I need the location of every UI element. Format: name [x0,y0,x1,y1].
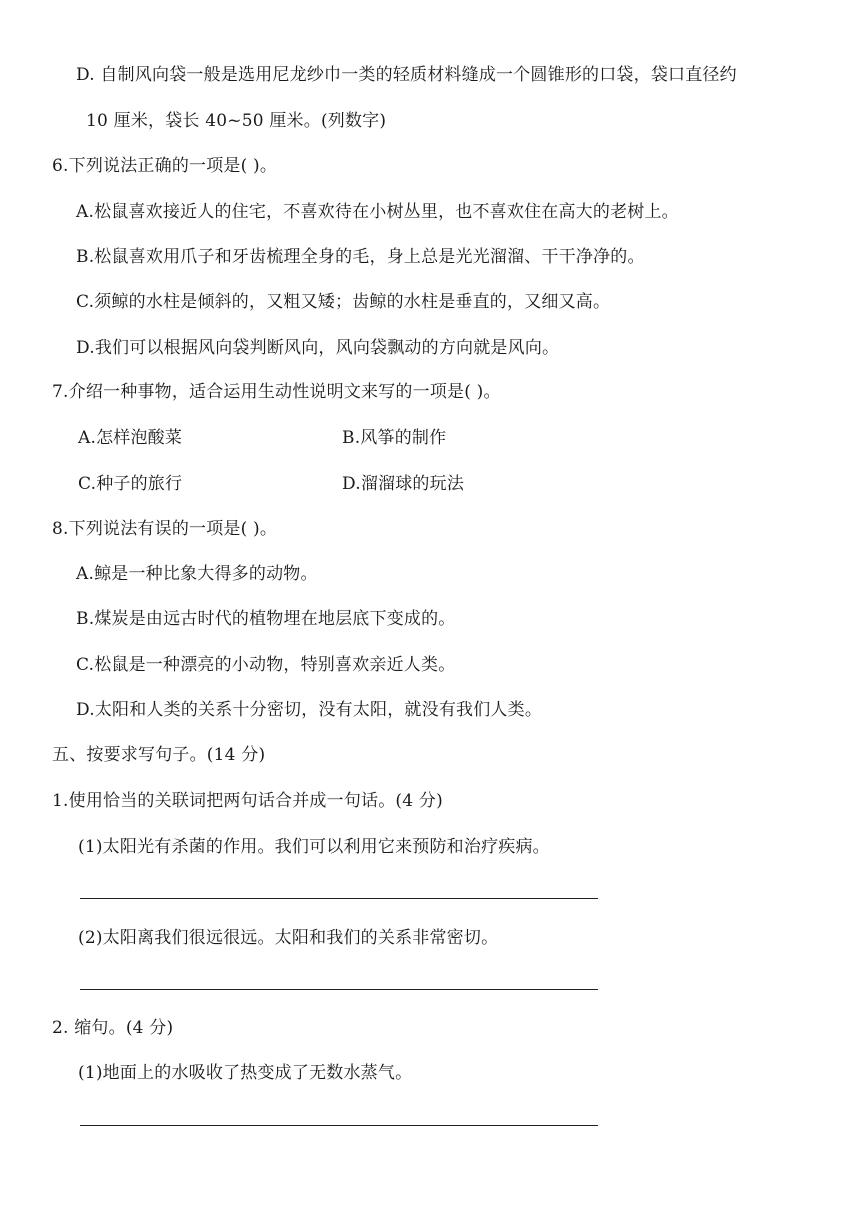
q8-option-d: D.太阳和人类的关系十分密切，没有太阳，就没有我们人类。 [76,700,543,720]
q8-stem: 8.下列说法有误的一项是( )。 [52,519,278,539]
section5-heading: 五、按要求写句子。(14 分) [52,745,266,765]
q7-option-d: D.溜溜球的玩法 [342,474,465,494]
q6-option-c: C.须鲸的水柱是倾斜的，又粗又矮；齿鲸的水柱是垂直的，又细又高。 [76,292,611,312]
section5-q2-item1: (1)地面上的水吸收了热变成了无数水蒸气。 [78,1063,413,1083]
q6-stem: 6.下列说法正确的一项是( )。 [52,156,278,176]
answer-line[interactable] [80,898,598,899]
q7-option-b: B.风筝的制作 [342,428,447,448]
section5-q1-item2: (2)太阳离我们很远很远。太阳和我们的关系非常密切。 [78,928,499,948]
q5-option-d-line2: 10 厘米，袋长 40~50 厘米。(列数字) [86,111,387,131]
q8-option-c: C.松鼠是一种漂亮的小动物，特别喜欢亲近人类。 [76,655,456,675]
q8-option-a: A.鲸是一种比象大得多的动物。 [76,564,318,584]
answer-line[interactable] [80,1125,598,1126]
q6-option-a: A.松鼠喜欢接近人的住宅，不喜欢待在小树丛里，也不喜欢住在高大的老树上。 [76,202,679,222]
q7-stem: 7.介绍一种事物，适合运用生动性说明文来写的一项是( )。 [52,382,501,402]
q7-option-a: A.怎样泡酸菜 [78,428,183,448]
section5-q2-stem: 2. 缩句。(4 分) [52,1018,174,1038]
q6-option-b: B.松鼠喜欢用爪子和牙齿梳理全身的毛，身上总是光光溜溜、干干净净的。 [76,247,645,267]
q6-option-d: D.我们可以根据风向袋判断风向，风向袋飘动的方向就是风向。 [76,338,560,358]
section5-q1-stem: 1.使用恰当的关联词把两句话合并成一句话。(4 分) [52,791,443,811]
q8-option-b: B.煤炭是由远古时代的植物埋在地层底下变成的。 [76,609,456,629]
answer-line[interactable] [80,989,598,990]
q5-option-d-line1: D. 自制风向袋一般是选用尼龙纱巾一类的轻质材料缝成一个圆锥形的口袋，袋口直径约 [76,65,737,85]
section5-q1-item1: (1)太阳光有杀菌的作用。我们可以利用它来预防和治疗疾病。 [78,837,550,857]
q7-option-c: C.种子的旅行 [78,474,183,494]
